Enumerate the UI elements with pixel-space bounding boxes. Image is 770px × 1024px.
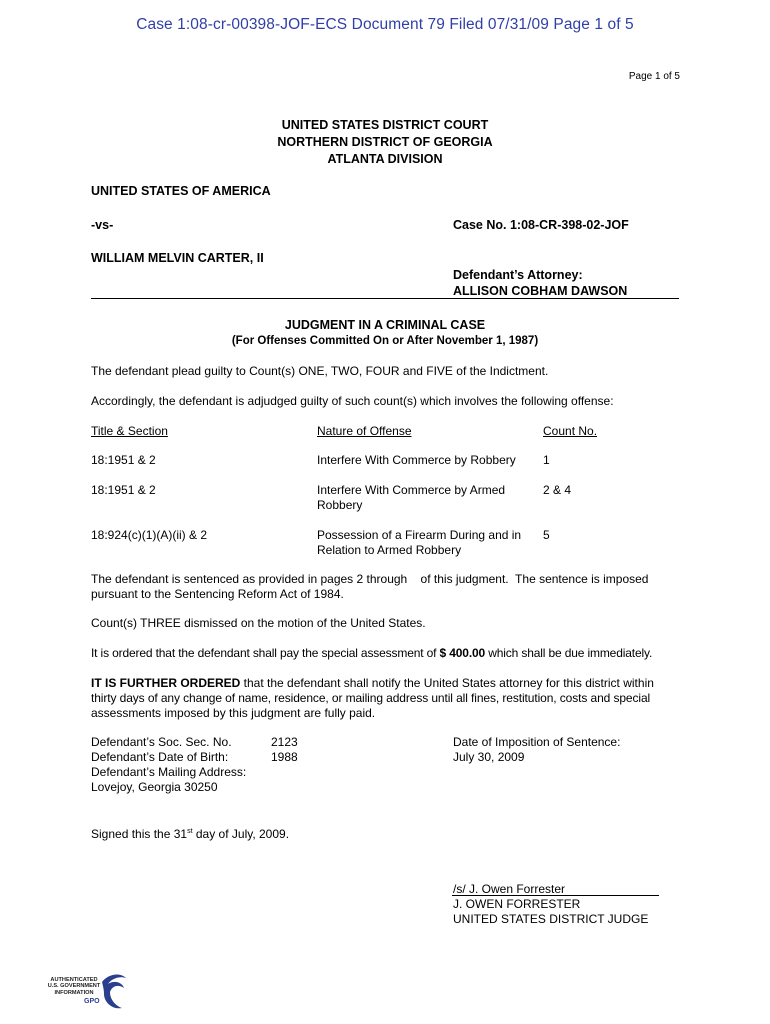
logo-line: INFORMATION [54, 989, 94, 996]
assessment-text: It is ordered that the defendant shall pay the special assessment of [91, 646, 440, 660]
header-count-no: Count No. [543, 424, 598, 438]
ssn-value: 2123 [271, 735, 298, 749]
table-cell-count: 1 [543, 453, 550, 467]
signed-ordinal: st [187, 828, 193, 835]
gpo-authentication-logo [40, 970, 135, 1014]
mailing-address-label: Defendant’s Mailing Address: [91, 765, 247, 779]
table-cell-section: 18:924(c)(1)(A)(ii) & 2 [91, 528, 208, 542]
sentence-paragraph-line1: The defendant is sentenced as provided in pages 2 through of this judgment. The sentence is imposed [91, 572, 649, 586]
caption-divider [91, 298, 679, 299]
court-name: UNITED STATES DISTRICT COURT [281, 118, 489, 132]
case-number: Case No. 1:08-CR-398-02-JOF [453, 218, 629, 232]
judge-name: J. OWEN FORRESTER [453, 897, 581, 911]
header-title-section: Title & Section [91, 424, 168, 438]
further-ordered-text: that the defendant shall notify the United States attorney for this district within [240, 676, 654, 690]
attorney-label: Defendant’s Attorney: [453, 268, 583, 282]
defendant-name: WILLIAM MELVIN CARTER, II [91, 251, 264, 265]
further-ordered-lead: IT IS FURTHER ORDERED [91, 676, 241, 690]
dob-label: Defendant’s Date of Birth: [91, 750, 229, 764]
dismissal-statement: Count(s) THREE dismissed on the motion of the United States. [91, 616, 426, 630]
dob-value: 1988 [271, 750, 298, 764]
sentence-paragraph-line2: pursuant to the Sentencing Reform Act of 1984. [91, 587, 344, 601]
page-label: Page 1 of 5 [628, 71, 680, 82]
table-cell-nature-cont: Robbery [317, 498, 363, 512]
logo-line: AUTHENTICATED [50, 977, 98, 983]
assessment-amount: $ 400.00 [439, 646, 486, 660]
gpo-text: GPO [84, 998, 100, 1005]
imposition-label: Date of Imposition of Sentence: [453, 735, 621, 749]
logo-line: U.S. GOVERNMENT [47, 983, 101, 990]
assessment-text-end: which shall be due immediately. [485, 646, 653, 660]
signature-line [452, 895, 659, 896]
court-district: NORTHERN DISTRICT OF GEORGIA [277, 135, 493, 149]
table-cell-count: 2 & 4 [543, 483, 572, 497]
filing-stamp: Case 1:08-cr-00398-JOF-ECS Document 79 Filed 07/31/09 Page 1 of 5 [136, 16, 634, 33]
electronic-signature: /s/ J. Owen Forrester [453, 882, 566, 896]
table-cell-section: 18:1951 & 2 [91, 453, 156, 467]
table-cell-count: 5 [543, 528, 550, 542]
signed-text-end: day of July, 2009. [192, 827, 290, 841]
table-cell-nature: Possession of a Firearm During and in [317, 528, 522, 542]
header-nature-of-offense: Nature of Offense [317, 424, 412, 438]
judge-title: UNITED STATES DISTRICT JUDGE [453, 912, 649, 926]
signed-date [91, 824, 289, 842]
plea-statement: The defendant plead guilty to Count(s) ONE, TWO, FOUR and FIVE of the Indictment. [91, 364, 549, 378]
further-ordered-line3: assessments imposed by this judgment are fully paid. [91, 706, 376, 720]
further-ordered-line2: thirty days of any change of name, residence, or mailing address until all fines, restitution, costs and special [91, 691, 651, 705]
imposition-date: July 30, 2009 [453, 750, 525, 764]
attorney-name: ALLISON COBHAM DAWSON [453, 284, 628, 298]
judgment-title: JUDGMENT IN A CRIMINAL CASE [284, 318, 486, 332]
plaintiff: UNITED STATES OF AMERICA [91, 184, 271, 198]
table-cell-nature: Interfere With Commerce by Armed [317, 483, 506, 497]
court-division: ATLANTA DIVISION [327, 152, 443, 166]
table-cell-section: 18:1951 & 2 [91, 483, 156, 497]
ssn-label: Defendant’s Soc. Sec. No. [91, 735, 232, 749]
versus: -vs- [91, 218, 114, 232]
signed-text: Signed this the 31 [91, 827, 188, 841]
further-ordered-line1 [91, 676, 654, 691]
assessment-statement [91, 646, 652, 661]
authenticated-text [42, 977, 106, 996]
court-heading [0, 117, 770, 168]
mailing-address-value: Lovejoy, Georgia 30250 [91, 780, 218, 794]
judgment-subtitle: (For Offenses Committed On or After November 1, 1987) [231, 335, 539, 347]
table-cell-nature-cont: Relation to Armed Robbery [317, 543, 462, 557]
adjudication-statement: Accordingly, the defendant is adjudged guilty of such count(s) which involves the following offense: [91, 394, 614, 408]
table-cell-nature: Interfere With Commerce by Robbery [317, 453, 516, 467]
